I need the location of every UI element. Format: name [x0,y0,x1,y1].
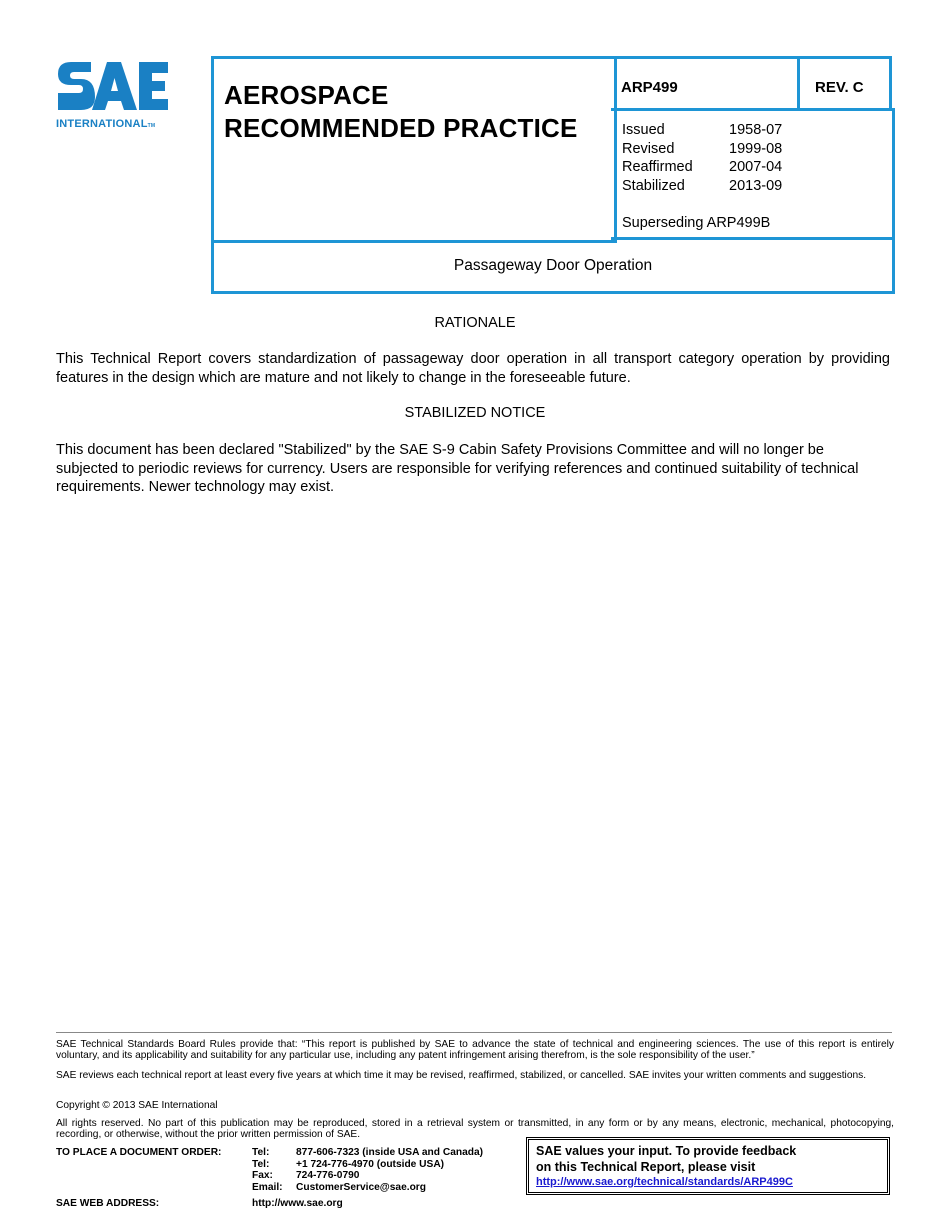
contact-key: Tel: [252,1147,270,1158]
order-contacts [252,1147,483,1193]
date-label: Issued [622,122,665,138]
date-row-issued [622,121,782,140]
contact-row [252,1147,483,1159]
date-label: Reaffirmed [622,159,693,175]
date-value: 2013-09 [729,177,783,194]
rationale-heading: RATIONALE [434,315,516,331]
logo-subtitle-text: INTERNATIONAL [56,118,148,130]
contact-email[interactable]: CustomerService@sae.org [296,1181,426,1193]
revision-label: REV. C [815,79,864,96]
contact-value: 877-606-7323 (inside USA and Canada) [296,1147,484,1158]
stabilized-notice-heading: STABILIZED NOTICE [404,405,546,421]
rights-text: All rights reserved. No part of this publication may be reproduced, stored in a retrieval system or transmitted, in any form or by any means, electronic, mechanical, photocopying, recording, or otherwise, without the prior written permission of SAE. [56,1118,894,1141]
contact-row [252,1159,483,1171]
order-label: TO PLACE A DOCUMENT ORDER: [56,1147,222,1158]
web-address-label: SAE WEB ADDRESS: [56,1198,160,1209]
document-title-cell [211,240,895,294]
date-value: 2007-04 [729,159,783,175]
date-row-revised [622,140,782,159]
dates-cell [611,108,895,240]
sae-logo [55,56,180,136]
document-type-cell [211,56,617,243]
document-number: ARP499 [621,79,678,96]
document-title: Passageway Door Operation [453,257,653,274]
review-policy-text: SAE reviews each technical report at least every five years at which time it may be revised, reaffirmed, stabilized, or cancelled. SAE invites your written comments and suggestions. [56,1070,867,1081]
date-history [622,121,782,195]
revision-cell [797,56,892,111]
feedback-link[interactable]: http://www.sae.org/technical/standards/ARP499C [536,1176,793,1188]
contact-value: 724-776-0790 [296,1170,360,1182]
contact-row [252,1182,483,1194]
feedback-box [526,1137,890,1195]
contact-key: Fax: [252,1170,273,1182]
web-address-link[interactable]: http://www.sae.org [252,1198,343,1209]
date-row-reaffirmed [622,158,782,177]
date-label: Stabilized [622,177,685,194]
feedback-line-2: on this Technical Report, please visit [536,1159,756,1174]
board-rules-text: SAE Technical Standards Board Rules provide that: “This report is published by SAE to advance the state of technical and engineering sciences. The use of this report is entirely voluntary, and its applicability and suitability for any particular use, including any patent infringement arising therefrom, is the sole responsibility of the user.” [56,1039,894,1062]
date-row-stabilized [622,177,782,196]
date-value: 1958-07 [729,122,783,138]
date-value: 1999-08 [729,140,783,157]
date-label: Revised [622,140,675,157]
contact-row [252,1170,483,1182]
logo-subtitle [56,118,155,130]
document-number-cell [611,56,800,111]
stabilized-notice-paragraph: This document has been declared "Stabilized" by the SAE S-9 Cabin Safety Provisions Committee and will no longer be subjected to periodic reviews for currency. Users are responsible for verifying references and continued suitability of technical requirements. Newer technology may exist. [56,442,859,495]
feedback-line-1: SAE values your input. To provide feedback [536,1144,797,1158]
rationale-paragraph: This Technical Report covers standardization of passageway door operation in all transport category operation by providing features in the design which are mature and not likely to change in the foreseeable future. [56,351,890,386]
contact-key: Email: [252,1181,283,1193]
logo-trademark: TM [147,123,156,129]
superseding-note: Superseding ARP499B [622,215,771,231]
title-line-2: RECOMMENDED PRACTICE [224,113,578,143]
document-type-title [224,79,578,145]
title-line-1: AEROSPACE [224,80,389,110]
sae-logo-mark-icon [55,56,171,116]
feedback-text [536,1144,796,1175]
footer-divider [56,1032,892,1033]
copyright-text: Copyright © 2013 SAE International [56,1100,218,1111]
contact-key: Tel: [252,1158,270,1170]
contact-value: +1 724-776-4970 (outside USA) [296,1158,445,1170]
